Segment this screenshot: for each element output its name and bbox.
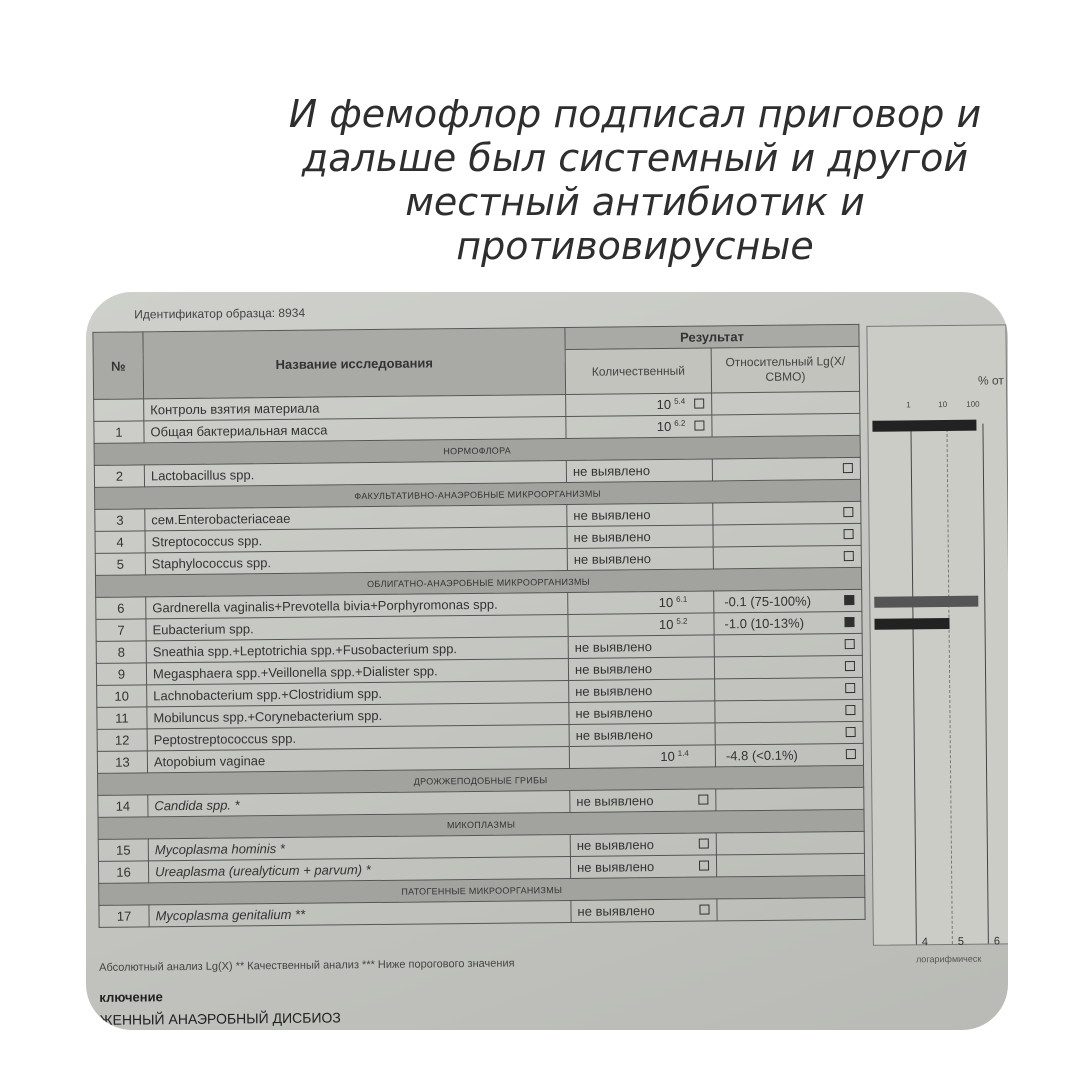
test-name: Eubacterium spp. xyxy=(146,614,568,640)
chart-axis-tick: 4 xyxy=(921,936,929,949)
checkbox-icon xyxy=(845,661,855,671)
relative-value: -0.1 (75-100%) xyxy=(724,593,812,610)
checkbox-icon xyxy=(699,905,709,915)
test-name: Atopobium vaginae xyxy=(147,746,569,772)
row-number: 17 xyxy=(99,905,149,928)
relative-cell xyxy=(714,589,862,613)
checkbox-icon xyxy=(698,795,708,805)
filled-square-icon xyxy=(844,617,854,627)
quantitative-value: 10 xyxy=(658,595,674,611)
row-number: 2 xyxy=(94,465,144,488)
section-label: МИКОПЛАЗМЫ xyxy=(98,809,864,839)
quantitative-value: не выявлено xyxy=(572,463,651,479)
checkbox-icon xyxy=(699,861,709,871)
checkbox-icon xyxy=(694,399,704,409)
report-sheet xyxy=(86,292,1008,1030)
quantitative-value: не выявлено xyxy=(576,793,654,809)
quantitative-cell xyxy=(568,591,714,615)
relative-cell xyxy=(717,897,865,921)
log-chart xyxy=(866,324,1008,965)
chart-tick-label: 1 xyxy=(906,400,911,410)
row-number: 13 xyxy=(97,751,147,774)
quantitative-cell xyxy=(570,855,716,879)
quantitative-cell xyxy=(568,657,714,681)
header-quant: Количественный xyxy=(565,348,711,395)
relative-cell xyxy=(713,545,861,569)
header-name: Название исследования xyxy=(143,327,566,398)
header-result: Результат xyxy=(565,324,859,349)
checkbox-icon xyxy=(845,705,855,715)
quantitative-cell xyxy=(569,679,715,703)
chart-axis-tick: 6 xyxy=(993,935,1001,948)
checkbox-icon xyxy=(843,507,853,517)
row-number: 6 xyxy=(96,597,146,620)
relative-cell xyxy=(713,523,861,547)
test-name: Mobiluncus spp.+Corynebacterium spp. xyxy=(147,702,569,728)
relative-cell xyxy=(714,611,862,635)
chart-pct-label: % от xyxy=(977,373,1004,388)
relative-cell xyxy=(713,501,861,525)
footnote: Абсолютный анализ Lg(X) ** Качественный анализ *** Ниже порогового значения xyxy=(99,957,515,974)
quantitative-value: не выявлено xyxy=(574,661,653,677)
relative-cell xyxy=(716,853,864,877)
checkbox-icon xyxy=(844,551,854,561)
quantitative-value: не выявлено xyxy=(577,903,655,919)
row-number: 9 xyxy=(96,663,146,686)
quantitative-cell xyxy=(566,459,712,483)
chart-gridline xyxy=(910,424,916,944)
chart-axis-tick: 5 xyxy=(957,935,965,948)
sample-id: Идентификатор образца: 8934 xyxy=(134,305,306,322)
chart-bar xyxy=(874,596,978,608)
quantitative-cell xyxy=(570,833,716,857)
test-name: Контроль взятия материала xyxy=(144,394,566,420)
section-label: НОРМОФЛОРА xyxy=(94,435,860,465)
row-number: 12 xyxy=(97,729,147,752)
row-number: 5 xyxy=(95,553,145,576)
test-name: Mycoplasma hominis * xyxy=(148,834,570,860)
test-name: Lactobacillus spp. xyxy=(144,460,566,486)
chart-axis-label: логарифмическ xyxy=(915,953,982,965)
relative-cell xyxy=(714,633,862,657)
quantitative-cell xyxy=(570,789,716,813)
conclusion-title: ключение xyxy=(99,989,163,1005)
row-number: 8 xyxy=(96,641,146,664)
row-number: 4 xyxy=(95,531,145,554)
relative-value: -4.8 (<0.1%) xyxy=(725,747,798,764)
section-label: ДРОЖЖЕПОДОБНЫЕ ГРИБЫ xyxy=(98,765,864,795)
checkbox-icon xyxy=(845,639,855,649)
row-number: 10 xyxy=(97,685,147,708)
relative-cell xyxy=(712,457,860,481)
chart-gridline xyxy=(982,424,988,944)
chart-tick-label: 100 xyxy=(966,399,980,409)
checkbox-icon xyxy=(843,463,853,473)
quantitative-cell xyxy=(569,701,715,725)
test-name: Ureaplasma (urealyticum + parvum) * xyxy=(148,856,570,882)
row-number xyxy=(94,399,144,422)
relative-cell xyxy=(715,743,863,767)
exponent: 1.4 xyxy=(677,748,689,758)
test-name: Lachnobacterium spp.+Clostridium spp. xyxy=(147,680,569,706)
section-label: ФАКУЛЬТАТИВНО-АНАЭРОБНЫЕ МИКРООРГАНИЗМЫ xyxy=(95,479,861,509)
relative-cell xyxy=(715,677,863,701)
results-body xyxy=(94,391,866,927)
relative-value: -1.0 (10-13%) xyxy=(724,615,805,632)
row-number: 3 xyxy=(95,509,145,532)
test-name: Sneathia spp.+Leptotrichia spp.+Fusobacterium spp. xyxy=(146,636,568,662)
quantitative-value: 10 xyxy=(656,419,672,435)
quantitative-value: не выявлено xyxy=(573,551,652,567)
quantitative-cell xyxy=(566,393,712,417)
quantitative-cell xyxy=(569,723,715,747)
test-name: Staphylococcus spp. xyxy=(145,548,567,574)
quantitative-cell xyxy=(571,899,717,923)
row-number: 16 xyxy=(98,861,148,884)
exponent: 6.2 xyxy=(674,418,686,428)
quantitative-value: не выявлено xyxy=(576,859,655,875)
test-name: Gardnerella vaginalis+Prevotella bivia+Porphyromonas spp. xyxy=(146,592,568,618)
row-number: 11 xyxy=(97,707,147,730)
row-number: 1 xyxy=(94,421,144,444)
conclusion-text: ЖЕННЫЙ АНАЭРОБНЫЙ ДИСБИОЗ xyxy=(99,1009,341,1028)
quantitative-value: 10 xyxy=(660,749,675,765)
section-label: ПАТОГЕННЫЕ МИКРООРГАНИЗМЫ xyxy=(99,875,865,905)
test-name: Streptococcus spp. xyxy=(145,526,567,552)
relative-cell xyxy=(712,413,860,437)
test-name: Megasphaera spp.+Veillonella spp.+Dialister spp. xyxy=(146,658,568,684)
checkbox-icon xyxy=(844,529,854,539)
checkbox-icon xyxy=(846,749,856,759)
header-num: № xyxy=(93,332,144,400)
quantitative-cell xyxy=(568,635,714,659)
test-name: Общая бактериальная масса xyxy=(144,416,566,442)
relative-cell xyxy=(715,721,863,745)
checkbox-icon xyxy=(845,683,855,693)
quantitative-value: не выявлено xyxy=(573,529,651,545)
chart-gridline xyxy=(946,424,952,944)
quantitative-cell xyxy=(567,525,713,549)
relative-cell xyxy=(715,699,863,723)
test-name: сем.Enterobacteriaceae xyxy=(145,504,567,530)
quantitative-value: не выявлено xyxy=(574,639,652,655)
checkbox-icon xyxy=(846,727,856,737)
exponent: 5.2 xyxy=(676,616,688,626)
quantitative-value: не выявлено xyxy=(575,683,653,699)
chart-bar xyxy=(872,420,976,432)
row-number: 7 xyxy=(96,619,146,642)
relative-cell xyxy=(716,831,864,855)
relative-cell xyxy=(714,655,862,679)
quantitative-value: 10 xyxy=(658,617,674,633)
chart-bar xyxy=(874,618,949,630)
quantitative-cell xyxy=(569,745,715,769)
header-rel: Относительный Lg(X/СВМО) xyxy=(711,346,859,393)
test-name: Mycoplasma genitalium ** xyxy=(149,900,571,926)
quantitative-cell xyxy=(567,503,713,527)
relative-cell xyxy=(712,391,860,415)
caption-text: И фемофлор подписал приговор и дальше был системный и другой местный антибиотик и противовирусные xyxy=(288,92,982,268)
checkbox-icon xyxy=(699,839,709,849)
exponent: 5.4 xyxy=(674,396,686,406)
quantitative-cell xyxy=(568,613,714,637)
test-name: Peptostreptococcus spp. xyxy=(147,724,569,750)
lab-report-photo xyxy=(86,292,1008,1030)
quantitative-cell xyxy=(566,415,712,439)
filled-square-icon xyxy=(844,595,854,605)
chart-tick-label: 10 xyxy=(938,399,948,410)
quantitative-value: 10 xyxy=(656,397,672,413)
quantitative-cell xyxy=(567,547,713,571)
relative-cell xyxy=(716,787,864,811)
row-number: 14 xyxy=(98,795,148,818)
checkbox-icon xyxy=(694,421,704,431)
quantitative-value: не выявлено xyxy=(573,507,651,523)
row-number: 15 xyxy=(98,839,148,862)
quantitative-value: не выявлено xyxy=(575,705,653,721)
quantitative-value: не выявлено xyxy=(575,727,653,743)
exponent: 6.1 xyxy=(676,594,688,604)
quantitative-value: не выявлено xyxy=(576,837,655,853)
section-label: ОБЛИГАТНО-АНАЭРОБНЫЕ МИКРООРГАНИЗМЫ xyxy=(95,567,861,597)
results-table xyxy=(92,324,865,928)
test-name: Candida spp. * xyxy=(148,790,570,816)
